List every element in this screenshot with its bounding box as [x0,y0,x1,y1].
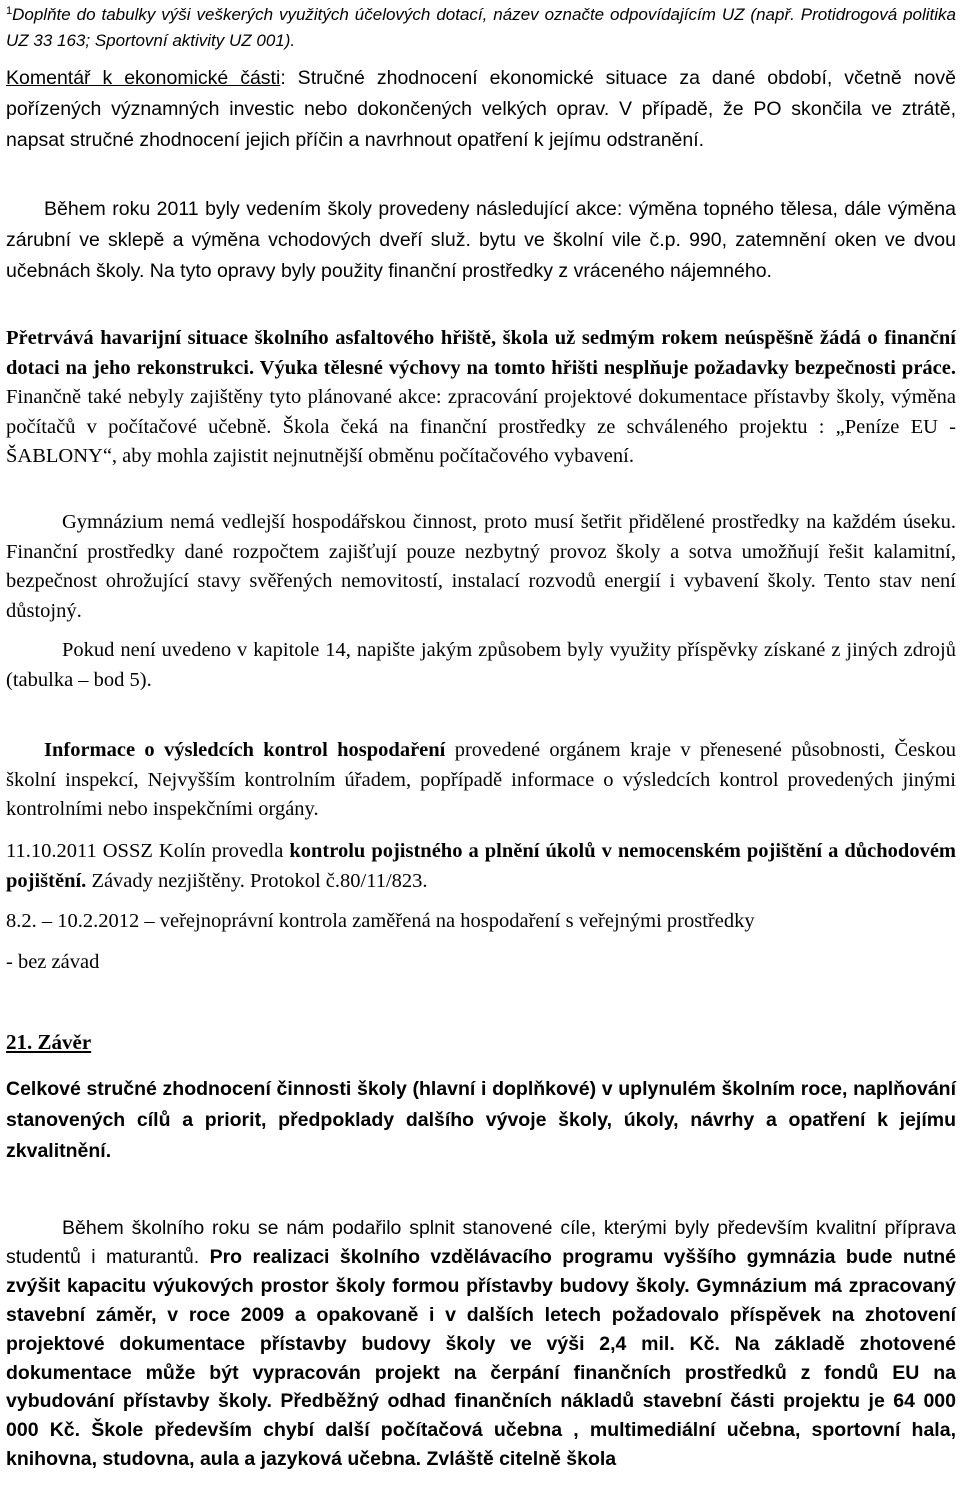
control-item-result [6,948,956,978]
economic-comment-text: : Stručné zhodnocení ekonomické situace za dané období, včetně nově pořízených významných investic nebo dokončených velkých oprav. V případě, že PO skončila ve ztrátě, napsat stručné zhodnocení jejich příčin a navrhnout opatření k jejímu odstranění. [6,67,956,151]
controls-text: provedené orgánem kraje v přenesené působnosti, Českou školní inspekcí, Nejvyšším kontrolním úřadem, popřípadě informace o výsledcích kontrol provedených jinými kontrolními nebo inspekčními orgány. [6,739,956,820]
controls-info [6,736,956,825]
control-item-ossz-date: 11.10.2011 OSSZ Kolín provedla [6,840,290,862]
playground-rest-text: Finančně také nebyly zajištěny tyto plánované akce: zpracování projektové dokumentace přístavby školy, výměna počítačů v počítačové učebně. Škola čeká na finanční prostředky ze schváleného projektu : „Peníze EU - ŠABLONY“, aby mohla zajistit nejnutnější obměnu počítačového vybavení. [6,386,956,467]
paragraph-actions-text: Během roku 2011 byly vedením školy provedeny následující akce: výměna topného tělesa, dále výměna zárubní ve sklepě a výměna vchodových dveří služ. bytu ve školní vile č.p. 990, zatemnění oken ve dvou učebnách školy. Na tyto opravy byly použity finanční prostředky z vráceného nájemného. [6,198,956,282]
control-item-result-text: - bez závad [6,951,100,973]
paragraph-gymnazium [6,508,956,626]
section-21-summary [6,1074,956,1167]
chapter14-text: Pokud není uvedeno v kapitole 14, napište jakým způsobem byly využity příspěvky získané z jiných zdrojů (tabulka – bod 5). [6,639,956,691]
paragraph-final [6,1214,956,1474]
section-21-heading [6,1030,956,1055]
control-item-public [6,907,956,937]
footnote-number: 1 [6,5,13,17]
section-21-heading-text: 21. Závěr [6,1030,92,1054]
economic-comment [6,63,956,156]
footnote [6,2,956,54]
paragraph-final-bold: Pro realizaci školního vzdělávacího programu vyššího gymnázia bude nutné zvýšit kapacitu výukových prostor školy formou přístavby budovy školy. Gymnázium má zpracovaný stavební záměr, v roce 2009 a opakovaně i v dalších letech požadovalo příspěvek na zhotovení projektové dokumentace přístavby budovy školy ve výši 2,4 mil. Kč. Na základě zhotovené dokumentace může být vypracován projekt na čerpání finančních prostředků z fondů EU na vybudování přístavby školy. Předběžný odhad finančních nákladů stavební části projektu je 64 000 000 Kč. Škole především chybí další počítačová učebna , multimediální učebna, sportovní hala, knihovna, studovna, aula a jazyková učebna. Zvláště citelně škola [6,1245,956,1471]
paragraph-playground [6,324,956,472]
paragraph-actions-2011 [6,194,956,287]
control-item-ossz-rest: Závady nezjištěny. Protokol č.80/11/823. [86,869,428,892]
paragraph-chapter14 [6,636,956,695]
control-item-ossz-bold: kontrolu pojistného a plnění úkolů v nemocenském pojištění a důchodovém pojištění. [6,840,956,892]
playground-bold-text: Přetrvává havarijní situace školního asfaltového hřiště, škola už sedmým rokem neúspěšně žádá o finanční dotaci na jeho rekonstrukci. Výuka tělesné výchovy na tomto hřišti nesplňuje požadavky bezpečnosti práce. [6,327,956,379]
gymnazium-text: Gymnázium nemá vedlejší hospodářskou činnost, proto musí šetřit přidělené prostředky na každém úseku. Finanční prostředky dané rozpočtem zajišťují pouze nezbytný provoz školy a sotva umožňují řešit kalamitní, bezpečnost ohrožující stavy svěřených nemovitostí, instalací rozvodů energií i vybavení školy. Tento stav není důstojný. [6,511,956,622]
control-item-ossz [6,837,956,896]
section-21-summary-text: Celkové stručné zhodnocení činnosti školy (hlavní i doplňkové) v uplynulém školním roce, naplňování stanovených cílů a priorit, předpoklady dalšího vývoje školy, úkoly, návrhy a opatření k jejímu zkvalitnění. [6,1078,956,1162]
controls-title: Informace o výsledcích kontrol hospodaření [44,739,446,761]
economic-comment-label: Komentář k ekonomické části [6,67,281,89]
control-item-public-text: 8.2. – 10.2.2012 – veřejnoprávní kontrola zaměřená na hospodaření s veřejnými prostředky [6,910,755,932]
footnote-text: Doplňte do tabulky výši veškerých využitých účelových dotací, název označte odpovídajícím UZ (např. Protidrogová politika UZ 33 163; Sportovní aktivity UZ 001). [6,5,956,50]
paragraph-final-normal: Během školního roku se nám podařilo splnit stanovené cíle, kterými byly především kvalitní příprava studentů i maturantů. [6,1217,956,1268]
